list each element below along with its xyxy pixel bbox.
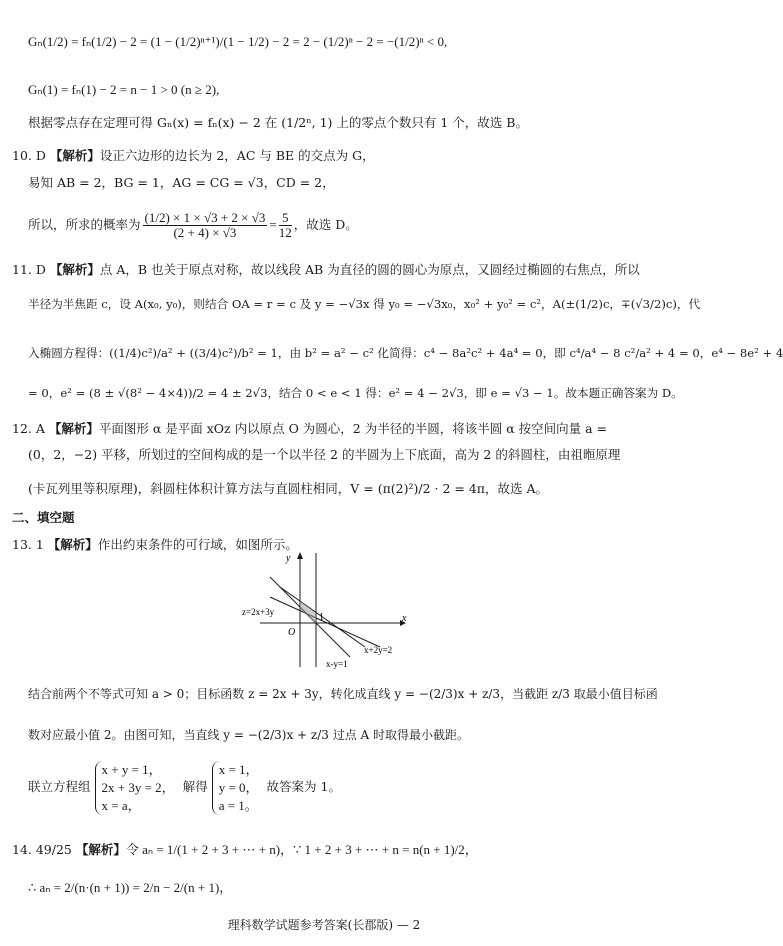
q13-d-post: 故答案为 1。 [266, 779, 341, 794]
q12-text-a: 平面图形 α 是平面 xOz 内以原点 O 为圆心，2 为半径的半圆，将该半圆 α 按空间向量 a = [98, 421, 607, 436]
q14-text-a: 令 aₙ = 1/(1 + 2 + 3 + ⋯ + n)，∵ 1 + 2 + 3 + ⋯ + n = n(n + 1)/2， [125, 842, 478, 857]
q14-line-1 [12, 842, 478, 858]
y-axis-label: y [286, 553, 291, 564]
q10-number: 10. D [12, 148, 46, 163]
q10-line-1 [12, 148, 375, 164]
q10-fraction [143, 211, 268, 240]
q13-sys1-eq1: x + y = 1， [101, 761, 162, 777]
q10-probability [28, 208, 358, 242]
q12-text-b: (0，2，−2) 平移，所划过的空间构成的是一个以半径 2 的半圆为上下底面，高为 2 的斜圆柱，由祖暅原理 [28, 447, 621, 462]
q11-text-a: 点 A，B 也关于原点对称，故以线段 AB 为直径的圆的圆心为原点，又圆经过椭圆的右焦点，所以 [99, 262, 640, 277]
q13-analysis-tag: 【解析】 [47, 537, 98, 552]
x-plus-2y-line-label: x+2y=2 [364, 645, 393, 655]
gn-one-equation: Gₙ(1) = fₙ(1) − 2 = n − 1 > 0 (n ≥ 2), [28, 82, 220, 97]
q10-result-denominator: 12 [278, 225, 292, 240]
q13-system-1 [95, 761, 179, 815]
q11-number: 11. D [12, 262, 46, 277]
q13-number: 13. 1 [12, 537, 44, 552]
q13-sys1-eq3: x = a， [101, 797, 141, 813]
q10-fraction-numerator: (1/2) × 1 × √3 + 2 × √3 [144, 210, 266, 225]
x-axis-label: x [402, 613, 407, 624]
q12-text-c: (卡瓦列里等积原理)，斜圆柱体积计算方法与直圆柱相同，V = (π(2)²)/2 · 2 = 4π，故选 A。 [28, 481, 549, 496]
q10-text-a: 设正六边形的边长为 2，AC 与 BE 的交点为 G， [99, 148, 375, 163]
q10-text-b: 易知 AB = 2，BG = 1，AG = CG = √3，CD = 2， [28, 175, 335, 190]
origin-label: O [288, 627, 296, 638]
q14-number: 14. 49/25 [12, 842, 72, 857]
tick-one-label: 1 [319, 612, 324, 623]
q12-analysis-tag: 【解析】 [48, 421, 99, 436]
q10-c-post: ，故选 D。 [293, 217, 358, 232]
q10-equals: = [269, 217, 277, 232]
q11-text-c: 入椭圆方程得：((1/4)c²)/a² + ((3/4)c²)/b² = 1，由 b² = a² − c² 化简得：c⁴ − 8a²c² + 4a⁴ = 0，即 c⁴/a⁴ − 8 c²/a² + 4 = 0，e⁴ − 8e² + 4 [28, 346, 783, 360]
q13-sys2-eq1: x = 1， [218, 761, 259, 777]
q11-line-1 [12, 262, 640, 278]
section-fill-in-blank: 二、填空题 [12, 510, 75, 525]
q11-text-d: = 0，e² = (8 ± √(8² − 4×4))/2 = 4 ± 2√3，结合 0 < e < 1 得：e² = 4 − 2√3，即 e = √3 − 1。故本题正确答案为 D。 [28, 386, 683, 400]
page-footer: 理科数学试题参考答案(长郡版) — 2 [227, 918, 421, 932]
q13-d-pre: 联立方程组 [28, 779, 91, 794]
q11-analysis-tag: 【解析】 [49, 262, 100, 277]
zero-point-conclusion: 根据零点存在定理可得 Gₙ(x) = fₙ(x) − 2 在 (1/2ⁿ, 1) 上的零点个数只有 1 个，故选 B。 [28, 115, 528, 130]
q13-system-2 [212, 761, 263, 815]
q10-result-fraction [279, 211, 292, 240]
x-minus-y-line-label: x-y=1 [326, 659, 348, 669]
q13-system-line [28, 758, 341, 816]
q11-text-b: 半径为半焦距 c，设 A(x₀, y₀)，则结合 OA = r = c 及 y = −√3x 得 y₀ = −√3x₀，x₀² + y₀² = c²，A(±(1/2)c，∓(√3/2)c)，代 [28, 297, 701, 311]
feasible-region-graph [240, 547, 410, 671]
q14-analysis-tag: 【解析】 [75, 842, 126, 857]
line-x-plus-2y-2 [270, 597, 380, 647]
gn-half-equation: Gₙ(1/2) = fₙ(1/2) − 2 = (1 − (1/2)ⁿ⁺¹)/(1 − 1/2) − 2 = 2 − (1/2)ⁿ − 2 = −(1/2)ⁿ < 0, [28, 34, 448, 49]
q13-sys2-eq3: a = 1。 [218, 797, 258, 813]
q10-analysis-tag: 【解析】 [49, 148, 100, 163]
q14-text-b: ∴ aₙ = 2/(n·(n + 1)) = 2/n − 2/(n + 1)， [28, 880, 233, 895]
q13-text-b: 结合前两个不等式可知 a > 0；目标函数 z = 2x + 3y，转化成直线 y = −(2/3)x + z/3，当截距 z/3 取最小值目标函 [28, 687, 658, 701]
objective-line-label: z=2x+3y [242, 607, 275, 617]
q13-text-c: 数对应最小值 2。由图可知，当直线 y = −(2/3)x + z/3 过点 A 时取得最小截距。 [28, 728, 470, 742]
y-axis-arrow [297, 552, 303, 559]
q10-result-numerator: 5 [279, 211, 292, 226]
q13-sys2-eq2: y = 0， [218, 779, 259, 795]
q13-text-a: 作出约束条件的可行域，如图所示。 [97, 537, 298, 552]
q10-fraction-denominator: (2 + 4) × √3 [173, 225, 237, 240]
q10-c-pre: 所以，所求的概率为 [28, 217, 141, 232]
q13-sys1-eq2: 2x + 3y = 2， [101, 779, 175, 795]
q12-number: 12. A [12, 421, 45, 436]
q12-line-1 [12, 421, 607, 437]
q13-d-mid: 解得 [182, 779, 208, 794]
